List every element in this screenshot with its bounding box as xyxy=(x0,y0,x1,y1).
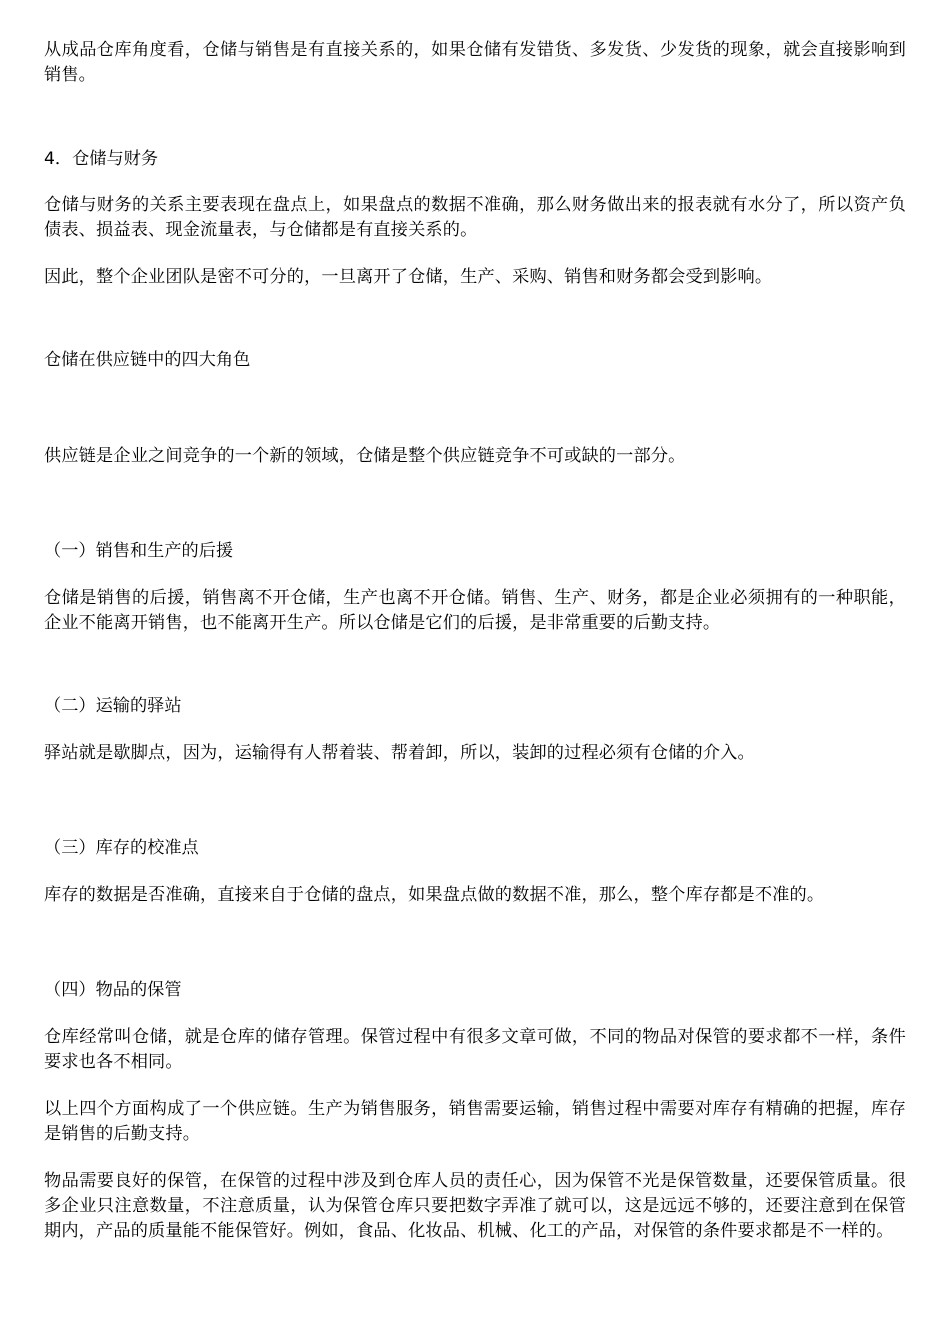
paragraph-role-inventory: 库存的数据是否准确，直接来自于仓储的盘点，如果盘点做的数据不准，那么，整个库存都是不准的。 xyxy=(44,885,825,905)
heading-warehouse-finance: 4．仓储与财务 xyxy=(44,149,159,169)
paragraph-supply-chain: 供应链是企业之间竞争的一个新的领域，仓储是整个供应链竞争不可或缺的一部分。 xyxy=(44,446,686,466)
heading-role-transport: （二）运输的驿站 xyxy=(44,696,182,716)
paragraph-custody-detail: 物品需要良好的保管，在保管的过程中涉及到仓库人员的责任心，因为保管不光是保管数量，还要保管质量。很多企业只注意数量，不注意质量，认为保管仓库只要把数字弄准了就可以，这是远远不够的，还要注意到在保管期内，产品的质量能不能保管好。例如，食品、化妆品、机械、化工的产品，对保管的条件要求都是不一样的。 xyxy=(44,1171,906,1241)
paragraph-finance: 仓储与财务的关系主要表现在盘点上，如果盘点的数据不准确，那么财务做出来的报表就有水分了，所以资产负债表、损益表、现金流量表，与仓储都是有直接关系的。 xyxy=(44,195,906,240)
heading-four-roles: 仓储在供应链中的四大角色 xyxy=(44,350,251,370)
paragraph-intro: 从成品仓库角度看，仓储与销售是有直接关系的，如果仓储有发错货、多发货、少发货的现象，就会直接影响到销售。 xyxy=(44,40,906,85)
heading-role-inventory: （三）库存的校准点 xyxy=(44,838,199,858)
paragraph-role-transport: 驿站就是歇脚点，因为，运输得有人帮着装、帮着卸，所以，装卸的过程必须有仓储的介入。 xyxy=(44,743,755,763)
heading-role-sales-production: （一）销售和生产的后援 xyxy=(44,541,234,561)
paragraph-summary: 以上四个方面构成了一个供应链。生产为销售服务，销售需要运输，销售过程中需要对库存有精确的把握，库存是销售的后勤支持。 xyxy=(44,1099,906,1144)
paragraph-role-sales-production: 仓储是销售的后援，销售离不开仓储，生产也离不开仓储。销售、生产、财务，都是企业必须拥有的一种职能，企业不能离开销售，也不能离开生产。所以仓储是它们的后援，是非常重要的后勤支持。 xyxy=(44,588,906,633)
heading-role-custody: （四）物品的保管 xyxy=(44,980,182,1000)
paragraph-role-custody: 仓库经常叫仓储，就是仓库的储存管理。保管过程中有很多文章可做，不同的物品对保管的要求都不一样，条件要求也各不相同。 xyxy=(44,1027,906,1072)
document-page xyxy=(44,38,906,1244)
paragraph-team: 因此，整个企业团队是密不可分的，一旦离开了仓储，生产、采购、销售和财务都会受到影响。 xyxy=(44,267,773,287)
